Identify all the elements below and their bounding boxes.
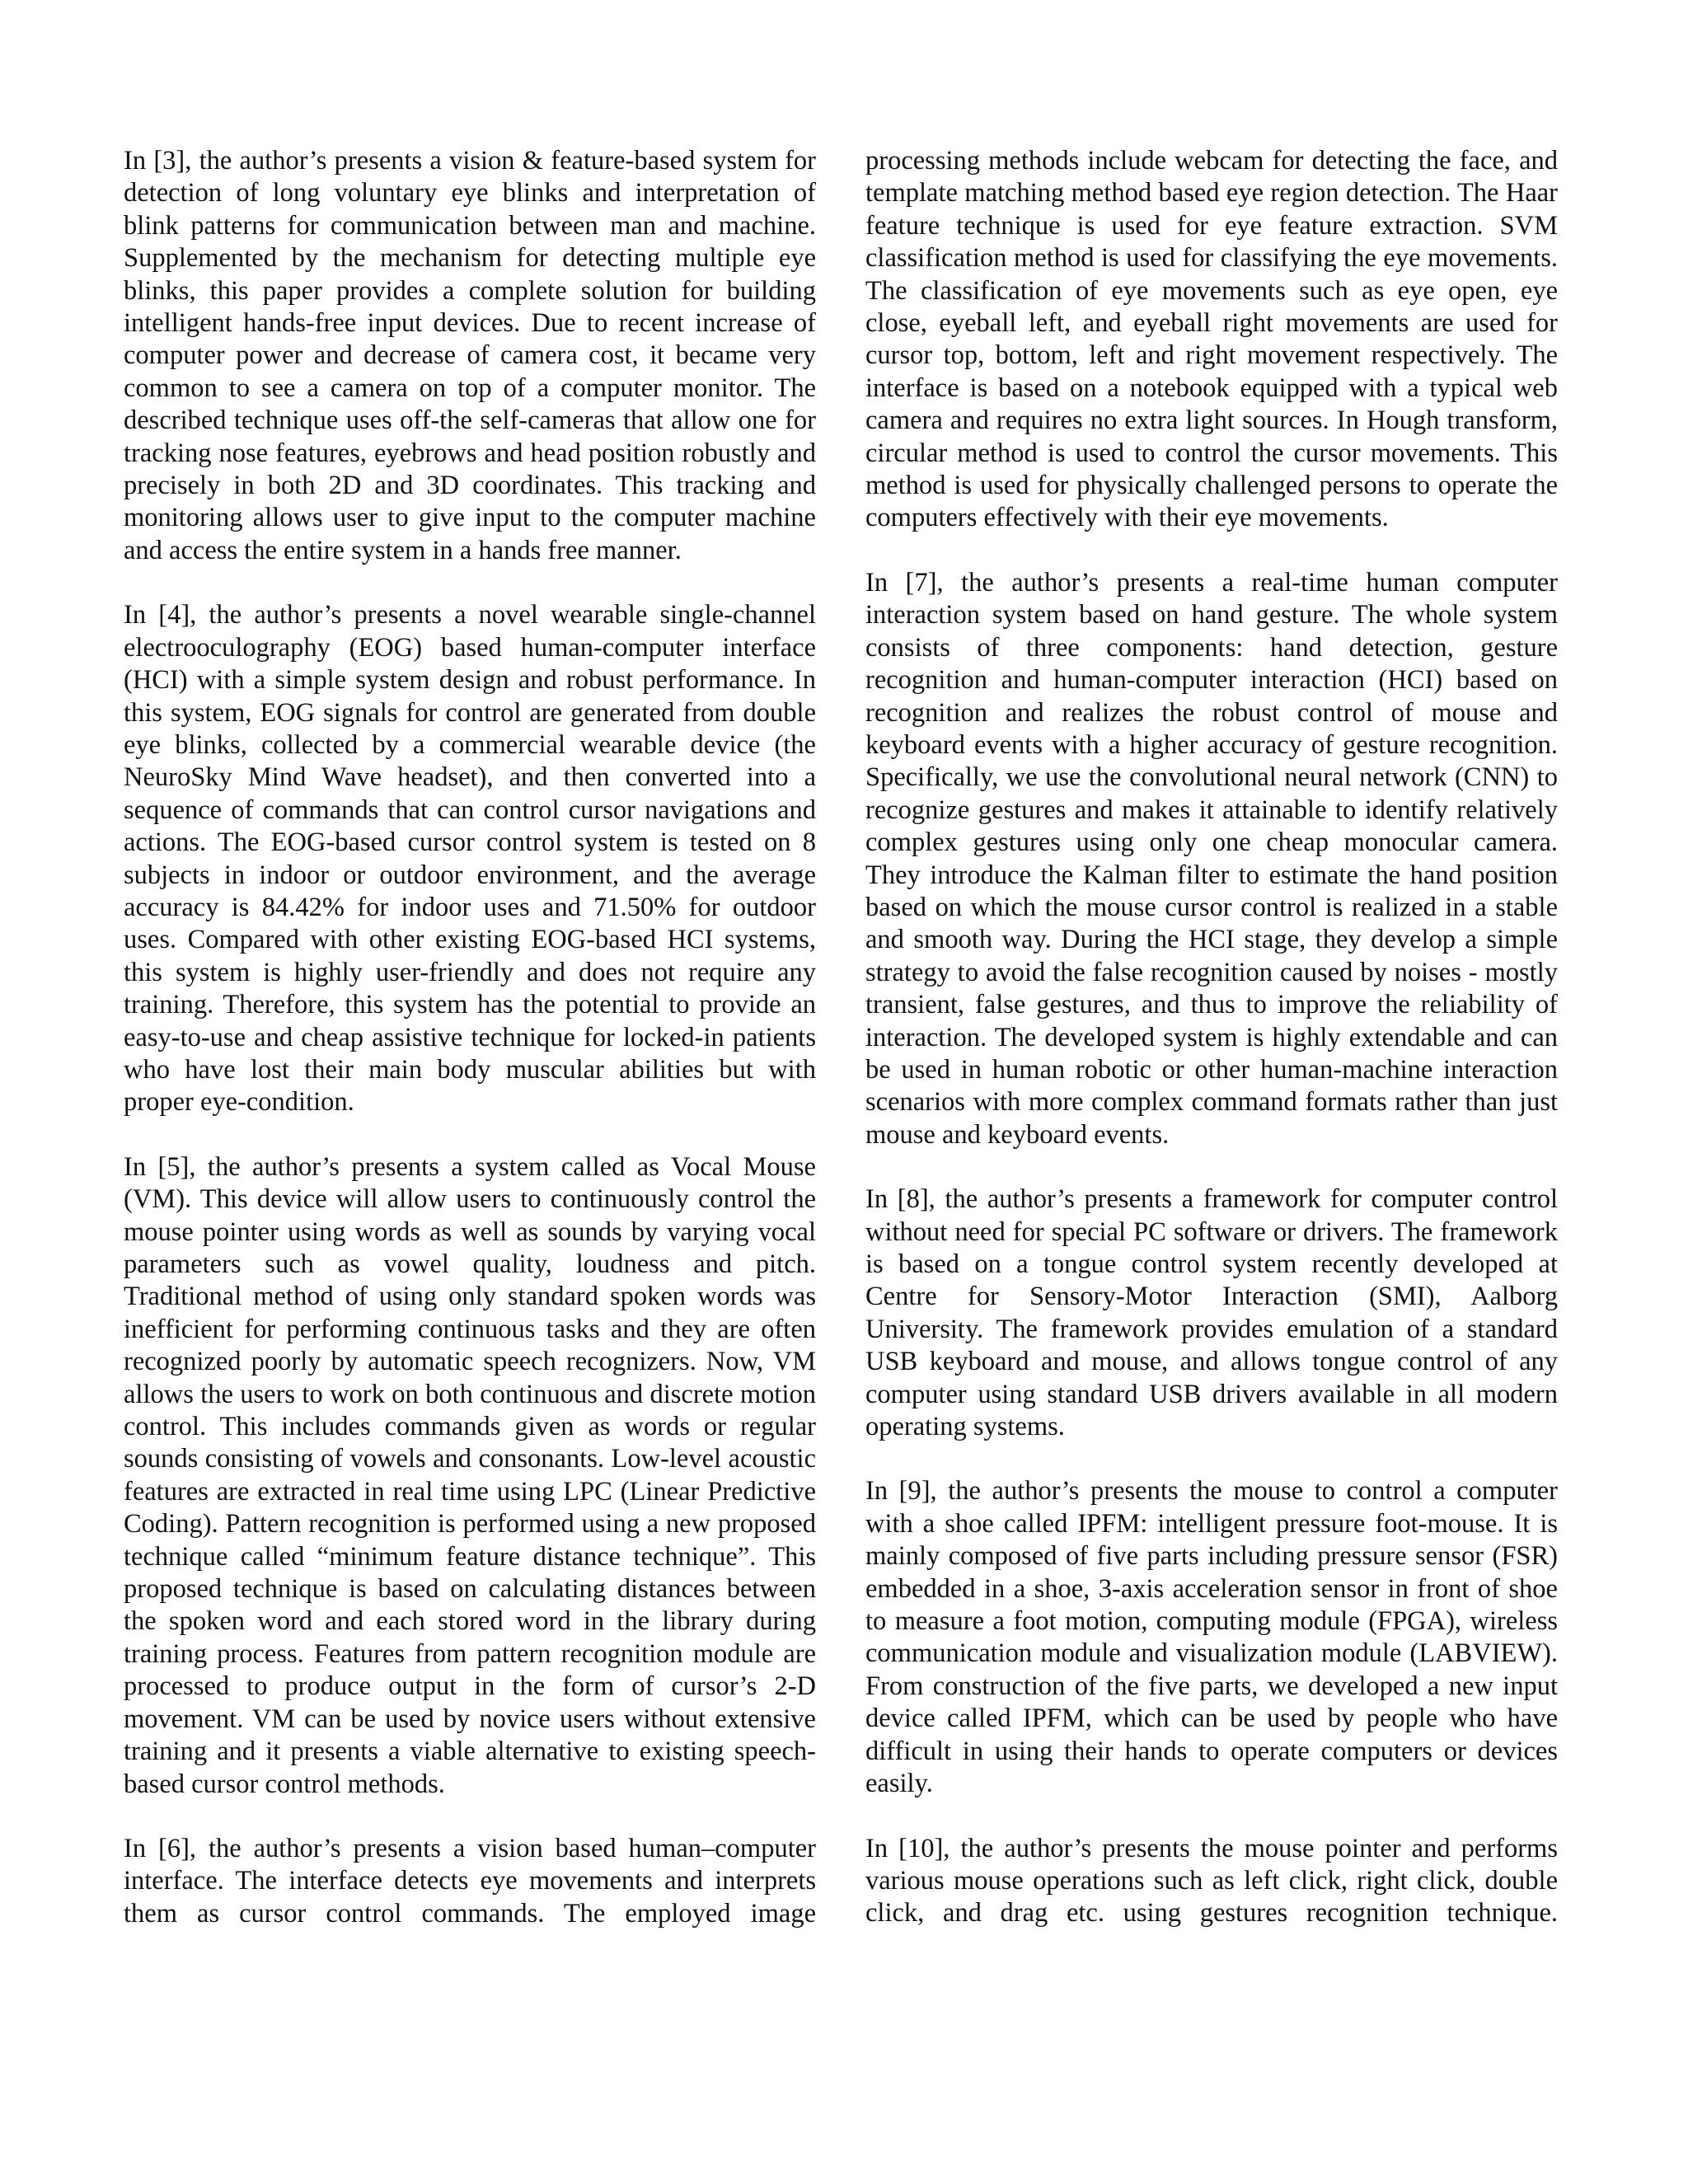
paragraph-ref-6-continued: processing methods include webcam for detecting the face, and template matching method based eye region detection. The Haar feature technique is used for eye feature extraction. SVM classification method is used for classifying the eye movements. The classification of eye movements such as eye open, eye close, eyeball left, and eyeball right movements are used for cursor top, bottom, left and right movement respectively. The interface is based on a notebook equipped with a typical web camera and requires no extra light sources. In Hough transform, circular method is used to control the cursor movements. This method is used for physically challenged persons to operate the computers effectively with their eye movements.	[865, 146, 1558, 533]
paragraph-ref-8: In [8], the author’s presents a framework for computer control without need for special PC software or drivers. The framework is based on a tongue control system recently developed at Centre for Sensory-Motor Interaction (SMI), Aalborg University. The framework provides emulation of a standard USB keyboard and mouse, and allows tongue control of any computer using standard USB drivers available in all modern operating systems.	[865, 1184, 1558, 1442]
paragraph-ref-4: In [4], the author’s presents a novel wearable single-channel electrooculography (EOG) based human-computer interface (HCI) with a simple system design and robust performance. In this system, EOG signals for control are generated from double eye blinks, collected by a commercial wearable device (the NeuroSky Mind Wave headset), and then converted into a sequence of commands that can control cursor navigations and actions. The EOG-based cursor control system is tested on 8 subjects in indoor or outdoor environment, and the average accuracy is 84.42% for indoor uses and 71.50% for outdoor uses. Compared with other existing EOG-based HCI systems, this system is highly user-friendly and does not require any training. Therefore, this system has the potential to provide an easy-to-use and cheap assistive technique for locked-in patients who have lost their main body muscular abilities but with proper eye-condition.	[124, 600, 816, 1118]
left-column	[124, 145, 816, 1962]
paragraph-ref-10: In [10], the author’s presents the mouse pointer and performs various mouse operations such as left click, right click, double click, and drag etc. using gestures recognition technique.	[865, 1833, 1558, 1929]
paragraph-ref-5: In [5], the author’s presents a system called as Vocal Mouse (VM). This device will allow users to continuously control the mouse pointer using words as well as sounds by varying vocal parameters such as vowel quality, loudness and pitch. Traditional method of using only standard spoken words was inefficient for performing continuous tasks and they are often recognized poorly by automatic speech recognizers. Now, VM allows the users to work on both continuous and discrete motion control. This includes commands given as words or regular sounds consisting of vowels and consonants. Low-level acoustic features are extracted in real time using LPC (Linear Predictive Coding). Pattern recognition is performed using a new proposed technique called “minimum feature distance technique”. This proposed technique is based on calculating distances between the spoken word and each stored word in the library during training process. Features from pattern recognition module are processed to produce output in the form of cursor’s 2-D movement. VM can be used by novice users without extensive training and it presents a viable alternative to existing speech-based cursor control methods.	[124, 1151, 816, 1799]
paragraph-ref-3: In [3], the author’s presents a vision & feature-based system for detection of long voluntary eye blinks and interpretation of blink patterns for communication between man and machine. Supplemented by the mechanism for detecting multiple eye blinks, this paper provides a complete solution for building intelligent hands-free input devices. Due to recent increase of computer power and decrease of camera cost, it became very common to see a camera on top of a computer monitor. The described technique uses off-the self-cameras that allow one for tracking nose features, eyebrows and head position robustly and precisely in both 2D and 3D coordinates. This tracking and monitoring allows user to give input to the computer machine and access the entire system in a hands free manner.	[124, 146, 816, 565]
paragraph-ref-6: In [6], the author’s presents a vision based human–computer interface. The interface detects eye movements and interprets them as cursor control commands. The employed image	[124, 1833, 816, 1929]
right-column	[865, 145, 1558, 1962]
paragraph-ref-9: In [9], the author’s presents the mouse to control a computer with a shoe called IPFM: intelligent pressure foot-mouse. It is mainly composed of five parts including pressure sensor (FSR) embedded in a shoe, 3-axis acceleration sensor in front of shoe to measure a foot motion, computing module (FPGA), wireless communication module and visualization module (LABVIEW). From construction of the five parts, we developed a new input device called IPFM, which can be used by people who have difficult in using their hands to operate computers or devices easily.	[865, 1476, 1558, 1799]
paragraph-ref-7: In [7], the author’s presents a real-time human computer interaction system based on hand gesture. The whole system consists of three components: hand detection, gesture recognition and human-computer interaction (HCI) based on recognition and realizes the robust control of mouse and keyboard events with a higher accuracy of gesture recognition. Specifically, we use the convolutional neural network (CNN) to recognize gestures and makes it attainable to identify relatively complex gestures using only one cheap monocular camera. They introduce the Kalman filter to estimate the hand position based on which the mouse cursor control is realized in a stable and smooth way. During the HCI stage, they develop a simple strategy to avoid the false recognition caused by noises - mostly transient, false gestures, and thus to improve the reliability of interaction. The developed system is highly extendable and can be used in human robotic or other human-machine interaction scenarios with more complex command formats rather than just mouse and keyboard events.	[865, 567, 1558, 1150]
